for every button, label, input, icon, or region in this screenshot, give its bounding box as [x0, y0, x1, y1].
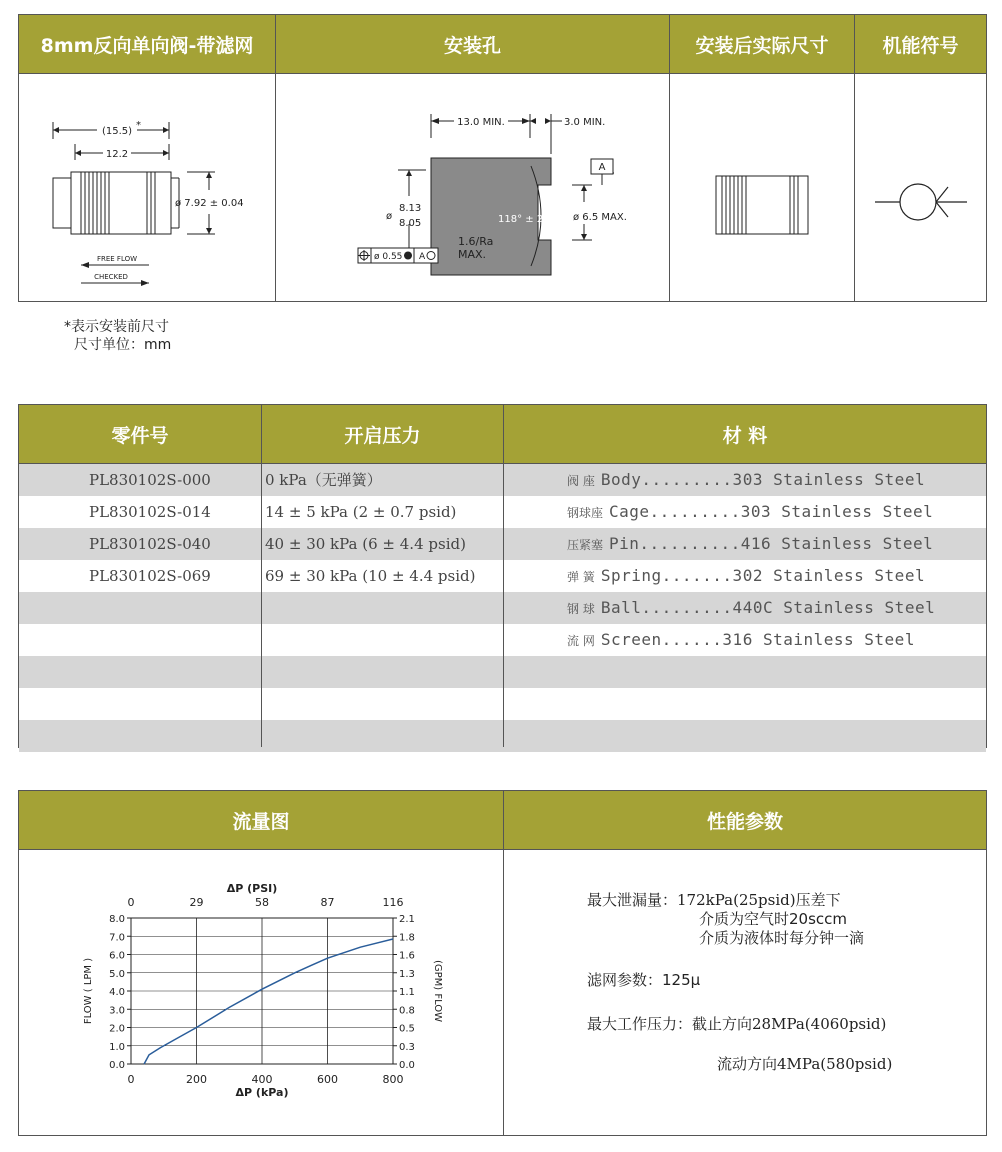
leak-value: 172kPa(25psid)压差下	[677, 891, 841, 909]
svg-text:ø 7.92 ± 0.04: ø 7.92 ± 0.04	[175, 198, 244, 209]
y2-tick-label: 0.5	[399, 1023, 415, 1035]
header-flow-chart: 流量图	[19, 791, 503, 849]
flow-pressure: 流动方向4MPa(580psid)	[717, 1055, 893, 1073]
part-number: PL830102S-000	[89, 471, 211, 489]
svg-text:*: *	[136, 120, 141, 131]
header-material: 材 料	[504, 405, 986, 463]
x2-tick-label: 29	[189, 896, 204, 909]
material: 钢球座 Cage.........303 Stainless Steel	[567, 502, 934, 521]
svg-text:MAX.: MAX.	[458, 248, 487, 261]
svg-text:ø 6.5 MAX.: ø 6.5 MAX.	[573, 212, 627, 223]
cracking-pressure: 69 ± 30 kPa (10 ± 4.4 psid)	[265, 567, 476, 585]
svg-text:8.05: 8.05	[399, 218, 422, 229]
y-tick-label: 5.0	[109, 968, 125, 980]
svg-text:FREE FLOW: FREE FLOW	[96, 255, 138, 263]
y2-tick-label: 1.8	[399, 932, 415, 944]
y2-tick-label: 1.6	[399, 950, 415, 962]
y2-tick-label: 0.0	[399, 1060, 415, 1071]
y2-tick-label: 0.8	[399, 1005, 415, 1017]
svg-text:A: A	[598, 162, 606, 173]
y-tick-label: 0.0	[109, 1060, 125, 1071]
svg-text:118° ± 2°: 118° ± 2°	[498, 214, 549, 225]
leak-liquid: 介质为液体时每分钟一滴	[699, 929, 865, 947]
check-valve-symbol-icon	[855, 74, 986, 302]
flow-chart	[19, 850, 503, 1136]
y-tick-label: 6.0	[109, 950, 125, 962]
x2-tick-label: 0	[127, 896, 135, 909]
material: 流 网 Screen......316 Stainless Steel	[567, 630, 915, 649]
svg-text:8.13: 8.13	[399, 203, 422, 214]
dimension-table	[18, 14, 987, 302]
y-tick-label: 4.0	[109, 987, 125, 998]
svg-text:13.0 MIN.: 13.0 MIN.	[457, 117, 505, 128]
material	[567, 656, 573, 689]
flow-series-line	[144, 939, 393, 1064]
x-tick-label: 200	[186, 1073, 207, 1086]
installed-size-drawing	[670, 74, 854, 302]
y-axis-label: FLOW ( LPM )	[83, 957, 94, 1025]
header-installed-size: 安装后实际尺寸	[670, 15, 854, 73]
y-tick-label: 7.0	[109, 932, 125, 944]
y2-tick-label: 0.3	[399, 1041, 415, 1053]
svg-text:(15.5): (15.5)	[101, 126, 133, 137]
x-tick-label: 400	[251, 1073, 273, 1086]
cracking-pressure: 14 ± 5 kPa (2 ± 0.7 psid)	[265, 503, 457, 521]
material: 阀 座 Body.........303 Stainless Steel	[567, 470, 926, 489]
cracking-pressure: 0 kPa（无弹簧）	[265, 471, 382, 489]
leak-air: 介质为空气时20sccm	[699, 910, 848, 928]
y-tick-label: 1.0	[109, 1041, 125, 1053]
y2-tick-label: 1.1	[399, 987, 415, 998]
x2-tick-label: 58	[255, 896, 269, 909]
y2-tick-label: 2.1	[399, 914, 415, 925]
header-part-number: 零件号	[19, 405, 261, 463]
note-unit: 尺寸单位：mm	[74, 337, 172, 353]
svg-text:CHECKED: CHECKED	[94, 273, 128, 281]
note-star: *表示安装前尺寸	[64, 319, 169, 335]
y2-axis-label: (GPM) FLOW	[432, 959, 443, 1023]
material	[567, 688, 573, 721]
svg-text:1.6/Ra: 1.6/Ra	[458, 235, 494, 248]
header-cracking-pressure: 开启压力	[262, 405, 503, 463]
svg-text:3.0 MIN.: 3.0 MIN.	[564, 117, 606, 128]
leak-label: 最大泄漏量：172kPa(25psid)压差下	[587, 891, 841, 909]
cracking-pressure: 40 ± 30 kPa (6 ± 4.4 psid)	[265, 535, 466, 553]
x-tick-label: 0	[127, 1073, 135, 1086]
header-mounting-hole: 安装孔	[276, 15, 669, 73]
svg-text:ø 0.55: ø 0.55	[374, 252, 403, 262]
mounting-hole-drawing	[276, 74, 669, 302]
screen-param: 滤网参数：125μ	[587, 971, 701, 989]
svg-text:12.2: 12.2	[105, 149, 129, 160]
material: 压紧塞 Pin..........416 Stainless Steel	[567, 534, 934, 553]
y-tick-label: 3.0	[109, 1005, 125, 1017]
x-axis-label: ΔP (kPa)	[235, 1086, 289, 1099]
flow-performance-table	[18, 790, 987, 1136]
y-tick-label: 2.0	[109, 1023, 125, 1035]
y2-tick-label: 1.3	[399, 968, 415, 980]
part-number: PL830102S-069	[89, 567, 211, 585]
max-pressure: 最大工作压力：截止方向28MPa(4060psid)	[587, 1015, 887, 1033]
x2-tick-label: 116	[382, 896, 404, 909]
parts-table	[18, 404, 987, 748]
x-tick-label: 800	[382, 1073, 404, 1086]
x2-tick-label: 87	[320, 896, 335, 909]
part-number: PL830102S-040	[89, 535, 211, 553]
header-performance: 性能参数	[504, 791, 986, 849]
material	[567, 720, 573, 753]
header-symbol: 机能符号	[855, 15, 986, 73]
material: 钢 球 Ball.........440C Stainless Steel	[567, 598, 936, 617]
part-number: PL830102S-014	[89, 503, 211, 521]
valve-drawing	[19, 74, 275, 302]
svg-text:ø: ø	[386, 211, 393, 222]
x2-axis-label: ΔP (PSI)	[226, 882, 278, 895]
header-valve: 8mm反向单向阀-带滤网	[19, 15, 275, 73]
y-tick-label: 8.0	[109, 914, 125, 925]
material: 弹 簧 Spring.......302 Stainless Steel	[567, 566, 926, 585]
x-tick-label: 600	[317, 1073, 338, 1086]
svg-text:A: A	[419, 252, 426, 262]
